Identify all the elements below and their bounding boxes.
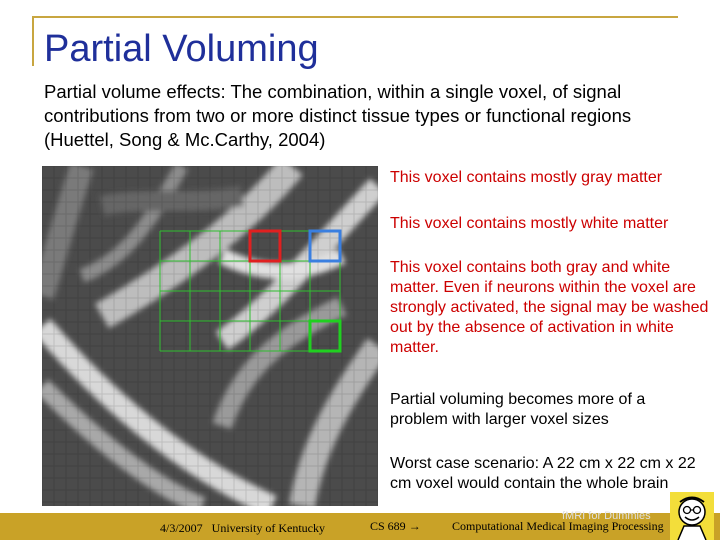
- footer-course: [370, 519, 421, 534]
- mri-image: [42, 166, 378, 506]
- worst-case-note: Worst case scenario: A 22 cm x 22 cm x 22 cm voxel would contain the whole brain: [390, 455, 696, 492]
- white-voxel-note: This voxel contains mostly white matter: [390, 215, 669, 232]
- arrow-right-icon: →: [408, 519, 421, 533]
- title-frame-left: [32, 16, 34, 66]
- footer-left: [160, 521, 325, 536]
- mixed-voxel-note: This voxel contains both gray and white matter. Even if neurons within the voxel are strongly activated, the signal may be washed out by the absence of activation in white matter.: [390, 259, 709, 356]
- footer-university: University of Kentucky: [211, 521, 325, 535]
- fmri-watermark: fMRI for Dummies: [562, 510, 651, 522]
- gray-voxel-note: This voxel contains mostly gray matter: [390, 169, 663, 186]
- intro-text: Partial volume effects: The combination, within a single voxel, of signal contributions from two or more distinct tissue types or functional regions (Huettel, Song & Mc.Carthy, 2004): [44, 81, 632, 150]
- larger-voxel-note: Partial voluming becomes more of a problem with larger voxel sizes: [390, 391, 646, 428]
- dummies-mascot-icon: [670, 492, 714, 540]
- footer-course-code: CS 689: [370, 519, 406, 533]
- title-frame-top: [32, 16, 678, 18]
- footer-course-title: Computational Medical Imaging Processing: [452, 519, 664, 533]
- slide-title: Partial Voluming: [44, 28, 319, 70]
- footer-date: 4/3/2007: [160, 521, 203, 535]
